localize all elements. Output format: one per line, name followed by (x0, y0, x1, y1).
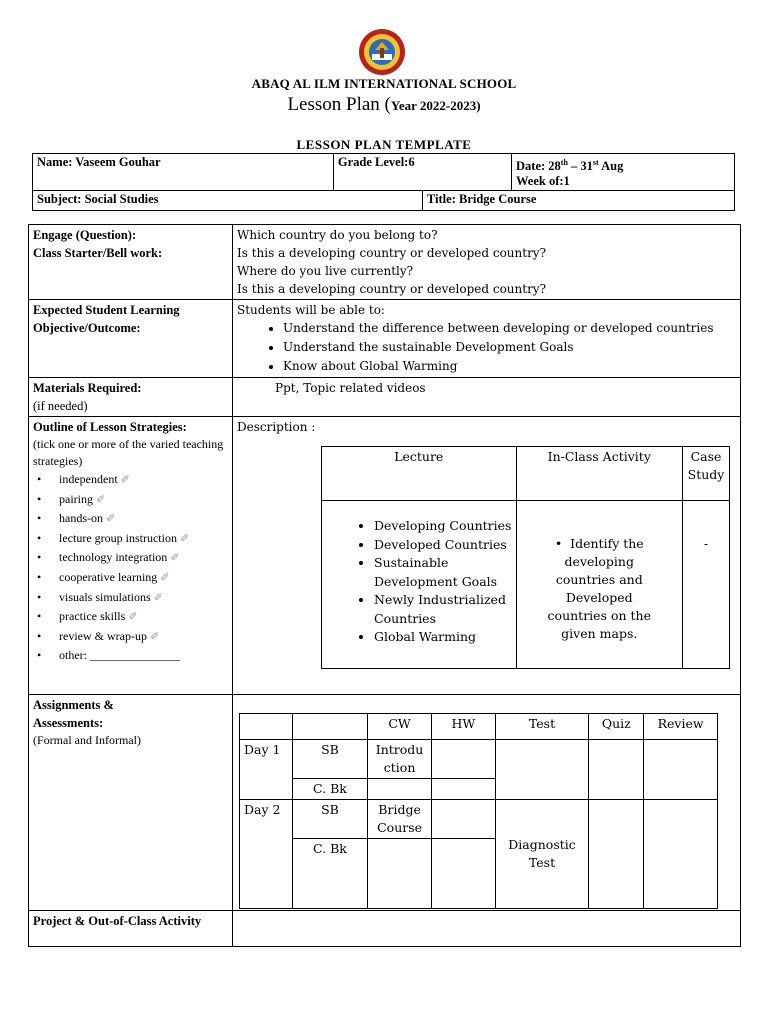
strategy-item: • technology integration ✐ (33, 548, 228, 568)
strategies-note: (tick one or more of the varied teaching strategies) (33, 437, 224, 468)
materials-note: (if needed) (33, 399, 88, 413)
engage-question: Is this a developing country or developed country? (237, 282, 547, 296)
pencil-icon: ✐ (153, 591, 163, 604)
lecture-item: • Global Warming (374, 628, 512, 647)
materials-label: Materials Required: (33, 381, 142, 395)
description-label: Description : (237, 420, 316, 434)
school-name: ABAQ AL ILM INTERNATIONAL SCHOOL (251, 76, 517, 91)
strategy-item: • practice skills ✐ (33, 607, 228, 627)
col-hw: HW (432, 714, 496, 740)
engage-label: Engage (Question): Class Starter/Bell work: (29, 225, 233, 300)
subject: Subject: Social Studies (33, 191, 423, 211)
assignments-content (233, 695, 741, 911)
activity-header: In-Class Activity (516, 447, 682, 501)
objective-item: • Understand the difference between developing or developed countries (283, 319, 736, 338)
lecture-item: • Sustainable Development Goals (374, 554, 512, 591)
strategy-item: • visuals simulations ✐ (33, 588, 228, 608)
pencil-icon: ✐ (179, 532, 190, 545)
assessment-table (239, 713, 718, 909)
project-label: Project & Out-of-Class Activity (29, 911, 233, 947)
pencil-icon: ✐ (106, 513, 116, 526)
day2-cbk: C. Bk (292, 839, 367, 909)
template-title: LESSON PLAN TEMPLATE (296, 137, 472, 152)
strategies-content (233, 417, 741, 695)
day2-test: Diagnostic Test (495, 800, 589, 909)
lecture-header: Lecture (322, 447, 517, 501)
lesson-plan-table (28, 224, 741, 947)
objective-item: • Know about Global Warming (283, 357, 736, 376)
assignments-note: (Formal and Informal) (33, 733, 141, 747)
strategy-item: • lecture group instruction ✐ (33, 529, 228, 549)
strategy-item: • cooperative learning ✐ (33, 568, 228, 588)
objective-content (233, 300, 741, 378)
lecture-item: • Developing Countries (374, 517, 512, 536)
school-year: Year 2022-2023) (390, 98, 481, 113)
case-study-cell: - (683, 501, 730, 669)
activity-text: Identify the developing countries and Developed countries on the given maps. (547, 536, 651, 641)
materials-value: Ppt, Topic related videos (233, 378, 741, 417)
pencil-icon: ✐ (128, 611, 138, 624)
case-study-header: Case Study (683, 447, 730, 501)
lecture-cell (322, 501, 517, 669)
strategy-item: • review & wrap-up ✐ (33, 627, 228, 647)
strategies-label-cell (29, 417, 233, 695)
engage-question: Is this a developing country or developed country? (237, 246, 547, 260)
day1-sb: SB (292, 740, 367, 779)
lesson-plan-title: Lesson Plan (Year 2022-2023) (287, 94, 481, 115)
lesson-title: Title: Bridge Course (422, 191, 734, 211)
date-cell: Date: 28th – 31st Aug Week of:1 (512, 154, 735, 191)
engage-question: Where do you live currently? (237, 264, 414, 278)
assignments-label: Assignments & (33, 698, 114, 712)
col-test: Test (495, 714, 589, 740)
strategies-table (321, 446, 730, 669)
objective-label: Expected Student Learning Objective/Outcome: (29, 300, 233, 378)
pencil-icon: ✐ (149, 630, 160, 643)
engage-questions (233, 225, 741, 300)
strategy-item: • independent ✐ (33, 470, 228, 490)
day2-label: Day 2 (240, 800, 293, 909)
pencil-icon: ✐ (120, 474, 130, 486)
objective-intro: Students will be able to: (237, 303, 385, 317)
day1-cw: Introdu ction (368, 740, 432, 779)
activity-cell: • Identify the developing countries and Developed countries on the given maps. (516, 501, 682, 669)
grade-level: Grade Level:6 (333, 154, 511, 191)
pencil-icon: ✐ (160, 571, 170, 584)
week-of: Week of:1 (516, 174, 570, 189)
day1-label: Day 1 (240, 740, 293, 800)
pencil-icon: ✐ (96, 493, 106, 506)
col-review: Review (644, 714, 718, 740)
materials-label-cell (29, 378, 233, 417)
col-cw: CW (368, 714, 432, 740)
strategy-item: • other: _______________ (33, 646, 228, 665)
project-content (233, 911, 741, 947)
objective-item: • Understand the sustainable Development Goals (283, 338, 736, 357)
lecture-item: • Newly Industrialized Countries (374, 591, 512, 628)
col-quiz: Quiz (589, 714, 644, 740)
day2-sb: SB (292, 800, 367, 839)
school-logo (358, 28, 406, 76)
assignments-label-cell: Assignments & Assessments: (Formal and Informal) (29, 695, 233, 911)
teacher-name: Name: Vaseem Gouhar (33, 154, 334, 191)
lecture-item: • Developed Countries (374, 536, 512, 555)
day2-cw: Bridge Course (368, 800, 432, 839)
pencil-icon: ✐ (170, 552, 180, 565)
day1-cbk: C. Bk (292, 779, 367, 800)
strategy-item: • pairing ✐ (33, 490, 228, 510)
strategy-item: • hands-on ✐ (33, 509, 228, 529)
strategies-label: Outline of Lesson Strategies: (33, 420, 187, 434)
engage-question: Which country do you belong to? (237, 228, 438, 242)
info-table (32, 153, 735, 211)
